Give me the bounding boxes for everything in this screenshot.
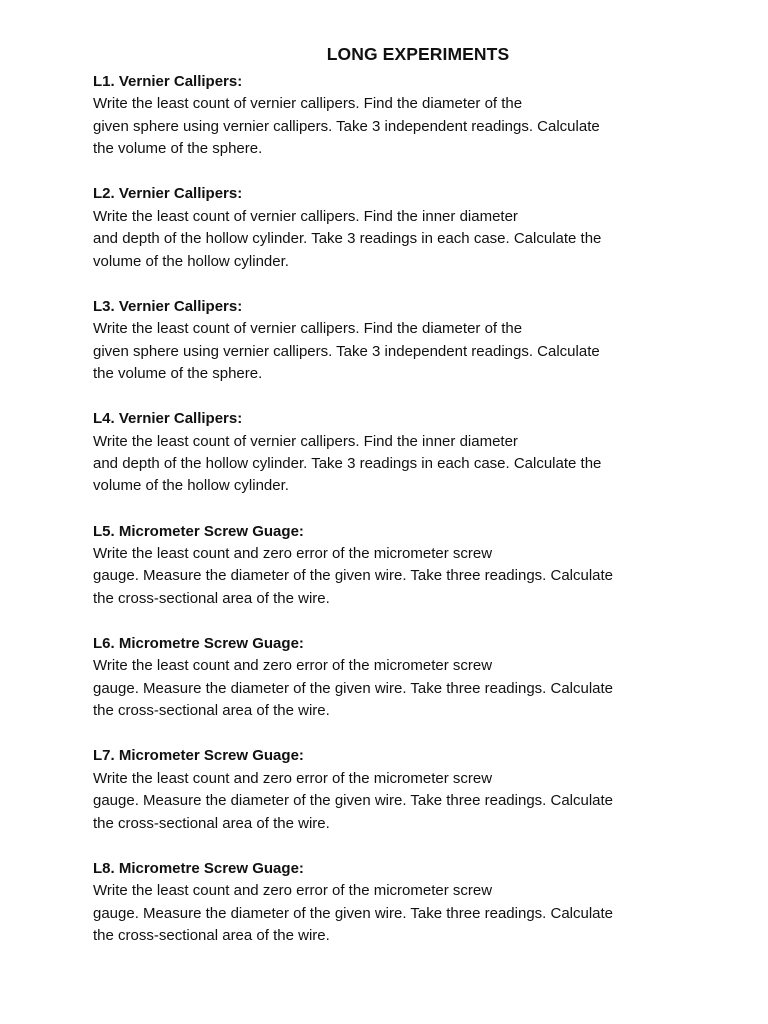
experiment-text-line: Write the least count of vernier callipers. Find the inner diameter (93, 432, 518, 450)
experiment-heading: L8. Micrometre Screw Guage: (93, 859, 304, 877)
experiment-item (93, 745, 753, 857)
experiment-text-line: gauge. Measure the diameter of the given wire. Take three readings. Calculate (93, 567, 614, 585)
experiment-text-line: gauge. Measure the diameter of the given wire. Take three readings. Calculate (93, 792, 614, 810)
experiment-item (93, 633, 753, 745)
experiment-text-line: and depth of the hollow cylinder. Take 3 readings in each case. Calculate the (93, 230, 602, 248)
experiment-text-line: given sphere using vernier callipers. Take 3 independent readings. Calculate (93, 342, 600, 360)
experiment-text-line: Write the least count and zero error of the micrometer screw (93, 769, 493, 787)
experiment-text-line: Write the least count and zero error of the micrometer screw (93, 657, 493, 675)
experiment-text-line: the cross-sectional area of the wire. (93, 702, 330, 720)
experiment-item (93, 858, 753, 970)
experiment-item (93, 296, 753, 408)
experiment-heading: L6. Micrometre Screw Guage: (93, 634, 304, 652)
experiment-text-line: the cross-sectional area of the wire. (93, 814, 330, 832)
experiment-heading: L3. Vernier Callipers: (93, 297, 243, 315)
page-title: LONG EXPERIMENTS (326, 44, 510, 64)
experiment-list (93, 71, 753, 970)
experiment-text-line: gauge. Measure the diameter of the given wire. Take three readings. Calculate (93, 904, 614, 922)
experiment-text-line: Write the least count of vernier callipers. Find the diameter of the (93, 95, 523, 113)
experiment-item (93, 71, 753, 183)
experiment-text-line: the volume of the sphere. (93, 365, 263, 382)
experiment-text-line: gauge. Measure the diameter of the given wire. Take three readings. Calculate (93, 679, 614, 697)
experiment-heading: L2. Vernier Callipers: (93, 185, 243, 203)
experiment-text-line: Write the least count of vernier callipers. Find the inner diameter (93, 207, 518, 225)
experiment-heading: L5. Micrometer Screw Guage: (93, 522, 304, 540)
experiment-text-line: volume of the hollow cylinder. (93, 477, 289, 495)
experiment-item (93, 183, 753, 295)
experiment-text-line: Write the least count and zero error of the micrometer screw (93, 544, 493, 562)
experiment-heading: L4. Vernier Callipers: (93, 410, 243, 428)
experiment-text-line: Write the least count and zero error of the micrometer screw (93, 882, 493, 900)
experiment-text-line: volume of the hollow cylinder. (93, 252, 289, 270)
experiment-text-line: Write the least count of vernier callipers. Find the diameter of the (93, 320, 523, 338)
experiment-text-line: the volume of the sphere. (93, 140, 263, 158)
experiment-heading: L1. Vernier Callipers: (93, 73, 243, 90)
experiment-text-line: the cross-sectional area of the wire. (93, 926, 330, 944)
experiment-item (93, 408, 753, 520)
experiment-text-line: given sphere using vernier callipers. Take 3 independent readings. Calculate (93, 117, 600, 135)
experiment-heading: L7. Micrometer Screw Guage: (93, 747, 304, 765)
experiment-text-line: and depth of the hollow cylinder. Take 3 readings in each case. Calculate the (93, 454, 602, 472)
experiment-item (93, 521, 753, 633)
experiment-text-line: the cross-sectional area of the wire. (93, 589, 330, 607)
